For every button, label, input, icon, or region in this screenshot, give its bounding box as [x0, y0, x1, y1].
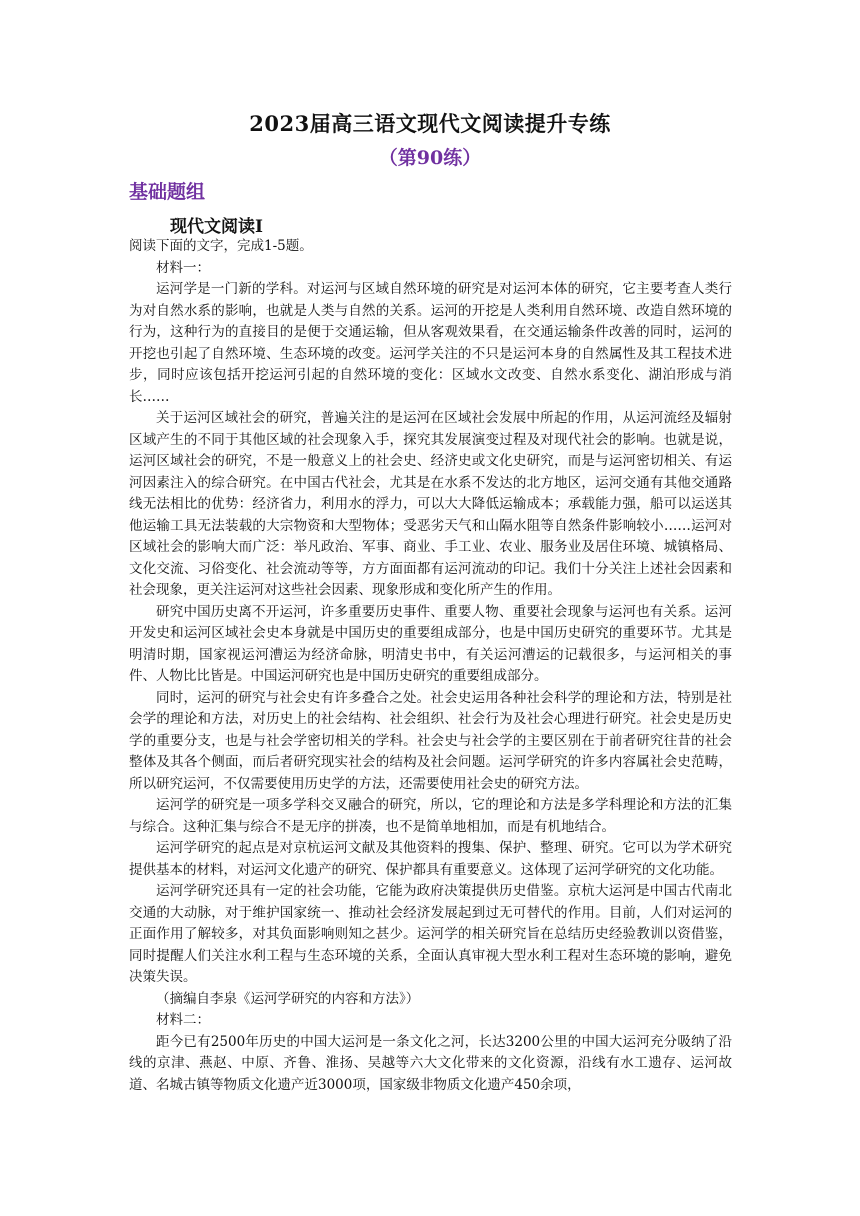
instruction-text: 阅读下面的文字，完成1-5题。 [129, 238, 313, 254]
paragraph: 同时，运河的研究与社会史有许多叠合之处。社会史运用各种社会科学的理论和方法，特别是社会学的理论和方法，对历史上的社会结构、社会组织、社会行为及社会心理进行研究。社会史是历史学的重要分支，也是与社会学密切相关的学科。社会史与社会学的主要区别在于前者研究往昔的社会整体及其各个侧面，而后者研究现实社会的结构及社会问题。运河学研究的许多内容属社会史范畴，所以研究运河，不仅需要使用历史学的方法，还需要使用社会史的研究方法。 [129, 689, 732, 792]
paragraph: 运河学研究的起点是对京杭运河文献及其他资料的搜集、保护、整理、研究。它可以为学术研究提供基本的材料，对运河文化遗产的研究、保护都具有重要意义。这体现了运河学研究的文化功能。 [129, 840, 732, 878]
paragraph: 运河学的研究是一项多学科交叉融合的研究，所以，它的理论和方法是多学科理论和方法的汇集与综合。这种汇集与综合不是无序的拼凑，也不是简单地相加，而是有机地结合。 [129, 797, 732, 835]
paragraph: 关于运河区域社会的研究，普遍关注的是运河在区域社会发展中所起的作用，从运河流经及辐射区域产生的不同于其他区域的社会现象入手，探究其发展演变过程及对现代社会的影响。也就是说，运河区域社会的研究，不是一般意义上的社会史、经济史或文化史研究，而是与运河密切相关、有运河因素注入的综合研究。在中国古代社会，尤其是在水系不发达的北方地区，运河交通有其他交通路线无法相比的优势：经济省力，利用水的浮力，可以大大降低运输成本；承载能力强，船可以运送其他运输工具无法装载的大宗物资和大型物体；受恶劣天气和山隔水阻等自然条件影响较小……运河对区域社会的影响大而广泛：举凡政治、军事、商业、手工业、农业、服务业及居住环境、城镇格局、文化交流、习俗变化、社会流动等等，方方面面都有运河流动的印记。我们十分关注上述社会因素和社会现象，更关注运河对这些社会因素、现象形成和变化所产生的作用。 [129, 410, 732, 598]
page-subtitle: （第90练） [378, 147, 482, 169]
paragraph: 距今已有2500年历史的中国大运河是一条文化之河，长达3200公里的中国大运河充分吸纳了沿线的京津、燕赵、中原、齐鲁、淮扬、吴越等六大文化带来的文化资源，沿线有水工遗存、运河故道、名城古镇等物质文化遗产近3000项，国家级非物质文化遗产450余项， [129, 1033, 732, 1093]
page-title: 2023届高三语文现代文阅读提升专练 [249, 111, 611, 136]
paragraph: 研究中国历史离不开运河，许多重要历史事件、重要人物、重要社会现象与运河也有关系。运河开发史和运河区域社会史本身就是中国历史的重要组成部分，也是中国历史研究的重要环节。尤其是明清时期，国家视运河漕运为经济命脉，明清史书中，有关运河漕运的记载很多，与运河相关的事件、人物比比皆是。中国运河研究也是中国历史研究的重要组成部分。 [129, 603, 732, 684]
article-body [129, 236, 732, 1096]
material-label: 材料一： [156, 259, 210, 276]
material-label: 材料二： [156, 1012, 210, 1028]
paragraph: 运河学研究还具有一定的社会功能，它能为政府决策提供历史借鉴。京杭大运河是中国古代南北交通的大动脉，对于维护国家统一、推动社会经济发展起到过无可替代的作用。目前，人们对运河的正面作用了解较多，对其负面影响则知之甚少。运河学的相关研究旨在总结历史经验教训以资借鉴，同时提醒人们关注水利工程与生态环境的关系，全面认真审视大型水利工程对生态环境的影响，避免决策失误。 [129, 883, 732, 985]
subsection-heading: 现代文阅读Ⅰ [170, 217, 263, 237]
paragraph: 运河学是一门新的学科。对运河与区域自然环境的研究是对运河本体的研究，它主要考查人类行为对自然水系的影响，也就是人类与自然的关系。运河的开挖是人类利用自然环境、改造自然环境的行为，这种行为的直接目的是便于交通运输，但从客观效果看，在交通运输条件改善的同时，运河的开挖也引起了自然环境、生态环境的改变。运河学关注的不只是运河本身的自然属性及其工程技术进步，同时应该包括开挖运河引起的自然环境的变化：区域水文改变、自然水系变化、湖泊形成与消长…… [129, 281, 732, 405]
section-heading: 基础题组 [129, 181, 206, 203]
source-citation: （摘编自李泉《运河学研究的内容和方法》） [156, 990, 420, 1007]
